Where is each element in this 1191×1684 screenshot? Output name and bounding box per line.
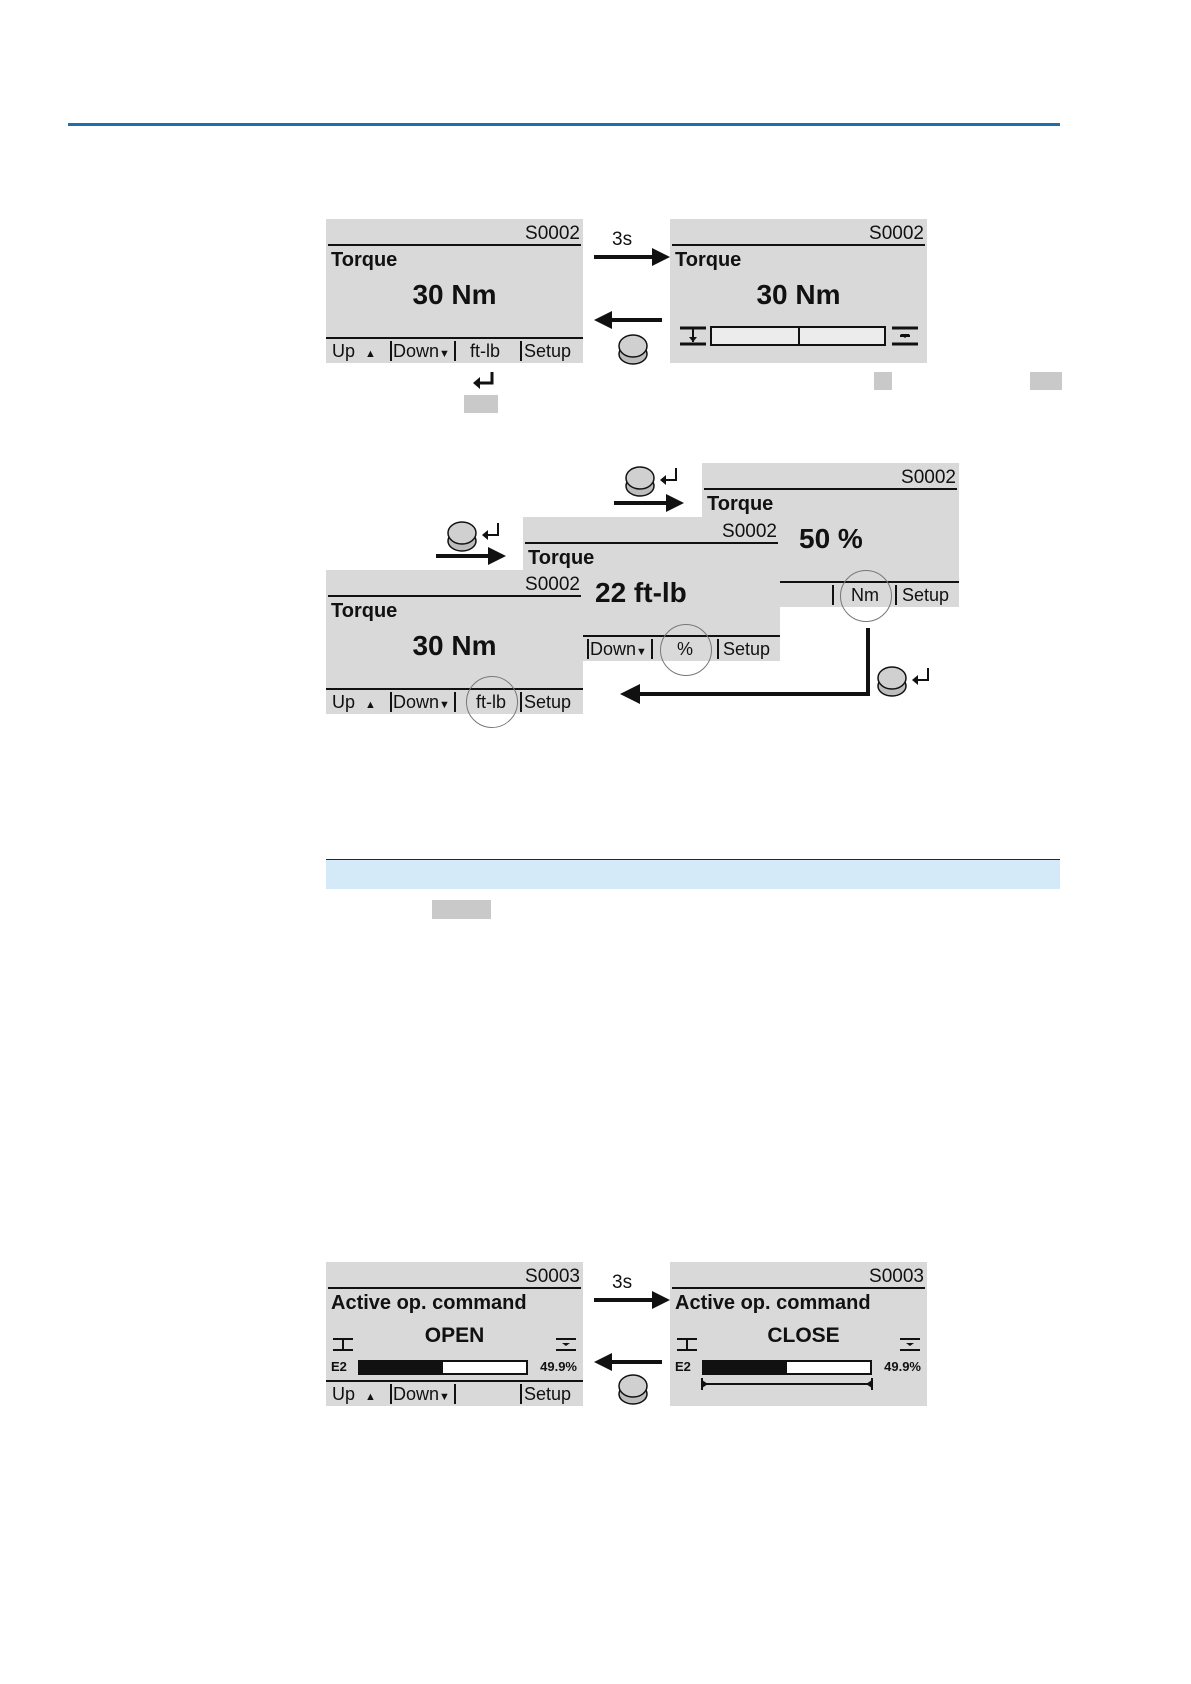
down-softkey[interactable]: Down▼ [590, 639, 647, 659]
parameter-label: Active op. command [331, 1292, 527, 1314]
arrow-right-icon [594, 247, 674, 267]
divider [328, 595, 581, 597]
unit-softkey[interactable]: ft-lb [476, 692, 507, 712]
transition-forward [594, 1272, 674, 1314]
softkey-bar [326, 337, 583, 363]
screen-code: S0002 [869, 223, 924, 244]
e2-label: E2 [331, 1359, 347, 1374]
arrow-right-icon [436, 546, 508, 566]
close-limit-icon [555, 1336, 577, 1352]
screen-code: S0003 [869, 1266, 924, 1287]
unit-softkey[interactable]: Nm [851, 585, 879, 605]
position-percent: 49.9% [884, 1359, 921, 1374]
highlight-circle [840, 570, 892, 622]
op-command-open [326, 1262, 583, 1406]
push-button-icon[interactable] [616, 1370, 650, 1406]
position-bar [358, 1360, 528, 1375]
down-softkey[interactable]: Down▼ [393, 692, 450, 712]
gray-mark [874, 372, 892, 390]
gray-mark [464, 395, 498, 413]
return-arrow-icon [620, 628, 872, 704]
softkey-bar [326, 1380, 583, 1406]
enter-icon [472, 370, 496, 390]
torque-value: 22 ft-lb [595, 577, 687, 608]
parameter-label: Torque [675, 249, 742, 271]
screen-code: S0002 [722, 521, 777, 542]
setup-softkey[interactable]: Setup [902, 585, 950, 605]
screen-code: S0003 [525, 1266, 580, 1287]
travel-range-icon [700, 1376, 876, 1392]
e2-label: E2 [675, 1359, 691, 1374]
up-softkey[interactable]: Up ▲ [332, 692, 376, 712]
screen-code: S0002 [901, 467, 956, 488]
open-limit-icon [678, 325, 708, 347]
screen-code: S0002 [525, 574, 580, 595]
section-highlight-band [326, 859, 1060, 889]
up-softkey[interactable]: Up ▲ [332, 341, 376, 361]
torque-bar [710, 326, 886, 346]
divider [704, 488, 957, 490]
down-softkey[interactable]: Down▼ [393, 1384, 450, 1404]
torque-value: 50 % [799, 523, 863, 554]
push-button-icon[interactable] [616, 330, 650, 366]
command-status: OPEN [424, 1324, 485, 1347]
up-softkey[interactable]: Up ▲ [332, 1384, 376, 1404]
torque-value: 30 Nm [412, 279, 497, 310]
arrow-left-icon [594, 1352, 664, 1372]
gray-mark [432, 900, 491, 919]
torque-display-unit-view [326, 219, 583, 363]
down-softkey[interactable]: Down▼ [393, 341, 450, 361]
open-limit-icon [332, 1336, 354, 1352]
arrow-left-icon [594, 310, 664, 330]
divider [672, 1287, 925, 1289]
delay-label: 3s [612, 229, 633, 250]
parameter-label: Torque [331, 249, 398, 271]
push-enter-icon[interactable] [876, 658, 938, 710]
highlight-circle [466, 676, 518, 728]
close-limit-icon [899, 1336, 921, 1352]
parameter-label: Torque [707, 493, 774, 515]
parameter-label: Active op. command [675, 1292, 871, 1314]
setup-softkey[interactable]: Setup [524, 692, 572, 712]
header-rule [68, 123, 1060, 126]
position-bar [702, 1360, 872, 1375]
divider [328, 244, 581, 246]
parameter-label: Torque [331, 600, 398, 622]
softkey-bar [326, 688, 583, 714]
torque-display-bar-view [670, 219, 927, 363]
close-limit-icon [890, 325, 920, 347]
op-command-close [670, 1262, 927, 1406]
arrow-right-icon [594, 1290, 674, 1310]
setup-softkey[interactable]: Setup [524, 341, 572, 361]
torque-display-nm [326, 570, 583, 714]
delay-label: 3s [612, 1272, 633, 1293]
screen-code: S0002 [525, 223, 580, 244]
setup-softkey[interactable]: Setup [723, 639, 771, 659]
divider [525, 542, 778, 544]
divider [328, 1287, 581, 1289]
position-fill [704, 1362, 787, 1373]
open-limit-icon [676, 1336, 698, 1352]
setup-softkey[interactable]: Setup [524, 1384, 572, 1404]
position-percent: 49.9% [540, 1359, 577, 1374]
unit-softkey[interactable]: ft-lb [470, 341, 501, 361]
position-fill [360, 1362, 443, 1373]
parameter-label: Torque [528, 547, 595, 569]
unit-softkey[interactable]: % [677, 639, 694, 659]
divider [672, 244, 925, 246]
command-status: CLOSE [767, 1324, 840, 1347]
torque-value: 30 Nm [412, 630, 497, 661]
torque-value: 30 Nm [756, 279, 841, 310]
arrow-right-icon [614, 493, 686, 513]
transition-forward [594, 229, 674, 271]
gray-mark [1030, 372, 1062, 390]
